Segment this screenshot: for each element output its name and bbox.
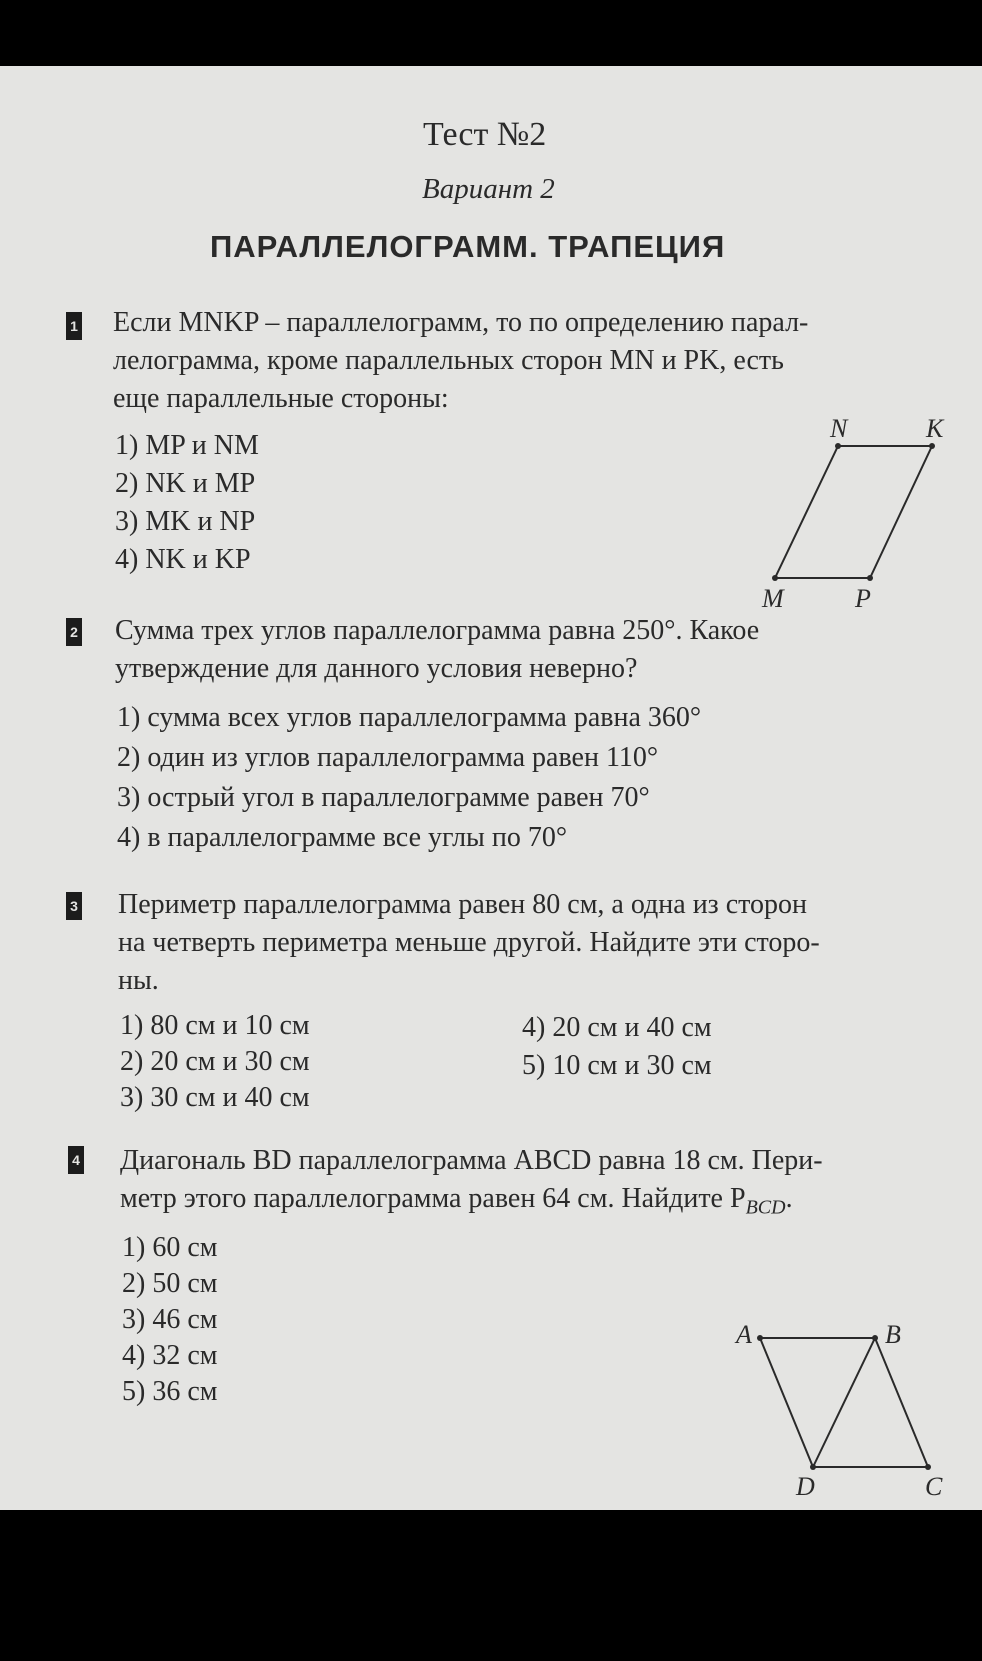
variant-label: Вариант 2 [422, 173, 555, 205]
test-page [0, 66, 982, 1510]
question-2-line-2: утверждение для данного условия неверно? [115, 653, 638, 684]
vertex-label-a: A [736, 1320, 752, 1349]
question-2-option-1[interactable]: 1) сумма всех углов параллелограмма равна 360° [117, 702, 702, 733]
question-4-option-1[interactable]: 1) 60 см [122, 1232, 218, 1263]
question-4-line-2-text: метр этого параллелограмма равен 64 см. Найдите P [120, 1183, 746, 1214]
question-3-option-5[interactable]: 5) 10 см и 30 см [522, 1050, 712, 1081]
question-1-option-2[interactable]: 2) NK и MP [115, 468, 256, 499]
question-4-option-3[interactable]: 3) 46 см [122, 1304, 218, 1335]
question-1-line-2: лелограмма, кроме параллельных сторон MN и PK, есть [113, 345, 784, 376]
vertex-label-d: D [796, 1472, 815, 1501]
question-4-line-1: Диагональ BD параллелограмма ABCD равна 18 см. Пери- [120, 1145, 823, 1176]
question-1-number: 1 [66, 312, 82, 340]
figure-parallelogram-abcd [0, 66, 982, 1510]
question-3-option-4[interactable]: 4) 20 см и 40 см [522, 1012, 712, 1043]
vertex-label-n: N [830, 414, 848, 443]
vertex-label-p: P [855, 584, 871, 613]
question-3-line-2: на четверть периметра меньше другой. Найдите эти сторо- [118, 927, 820, 958]
question-4-option-4[interactable]: 4) 32 см [122, 1340, 218, 1371]
question-4-option-2[interactable]: 2) 50 см [122, 1268, 218, 1299]
question-3-number: 3 [66, 892, 82, 920]
question-4-option-5[interactable]: 5) 36 см [122, 1376, 218, 1407]
question-4-number: 4 [68, 1146, 84, 1174]
question-2-line-1: Сумма трех углов параллелограмма равна 250°. Какое [115, 615, 760, 646]
question-2-option-2[interactable]: 2) один из углов параллелограмма равен 110° [117, 742, 659, 773]
question-3-option-1[interactable]: 1) 80 см и 10 см [120, 1010, 310, 1041]
question-4-subscript: BCD [745, 1196, 786, 1219]
vertex-label-k: K [926, 414, 944, 443]
vertex-label-m: M [762, 584, 784, 613]
question-2-number: 2 [66, 618, 82, 646]
topic-heading: ПАРАЛЛЕЛОГРАММ. ТРАПЕЦИЯ [210, 229, 726, 264]
question-3-option-3[interactable]: 3) 30 см и 40 см [120, 1082, 310, 1113]
question-1-option-4[interactable]: 4) NK и KP [115, 544, 251, 575]
question-3-option-2[interactable]: 2) 20 см и 30 см [120, 1046, 310, 1077]
vertex-label-b: B [885, 1320, 901, 1349]
vertex-label-c: C [925, 1472, 943, 1501]
question-4-line-2-end: . [785, 1183, 793, 1214]
question-1-line-1: Если MNKP – параллелограмм, то по определению парал- [113, 307, 809, 338]
test-title: Тест №2 [423, 116, 547, 153]
question-3-line-1: Периметр параллелограмма равен 80 см, а одна из сторон [118, 889, 808, 920]
question-1-option-3[interactable]: 3) MK и NP [115, 506, 256, 537]
question-1-line-3: еще параллельные стороны: [113, 383, 449, 414]
question-2-option-3[interactable]: 3) острый угол в параллелограмме равен 70° [117, 782, 650, 813]
question-3-line-3: ны. [118, 965, 159, 996]
question-1-option-1[interactable]: 1) MP и NM [115, 430, 259, 461]
question-2-option-4[interactable]: 4) в параллелограмме все углы по 70° [117, 822, 568, 853]
